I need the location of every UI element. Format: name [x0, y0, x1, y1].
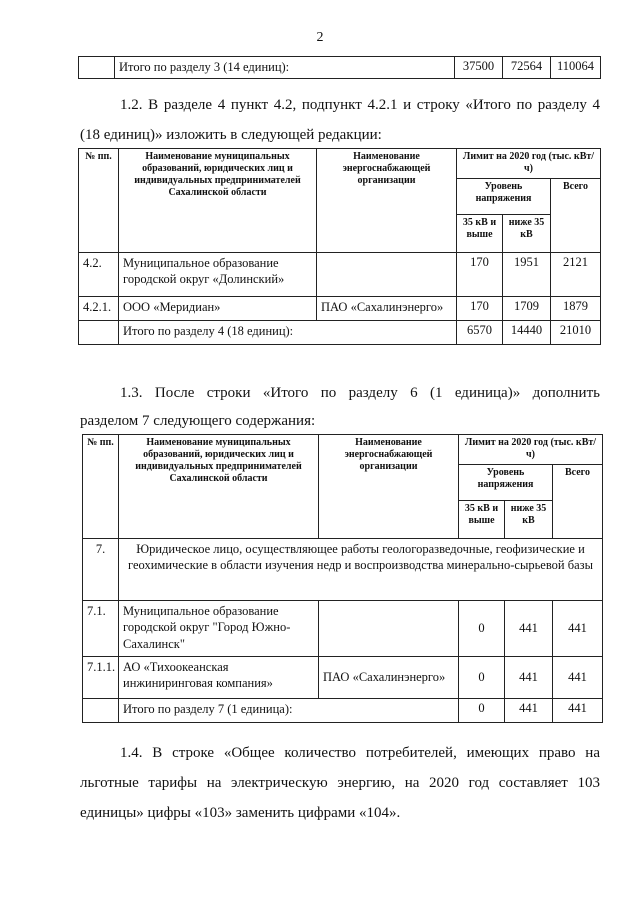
- table-row: [83, 657, 603, 699]
- row-supplier: ПАО «Сахалинэнерго»: [319, 657, 459, 699]
- page-number: 2: [316, 30, 324, 45]
- table-row: [83, 601, 603, 657]
- row-value-high: 0: [459, 657, 505, 699]
- row-supplier: ПАО «Сахалинэнерго»: [317, 297, 457, 321]
- total-label: Итого по разделу 3 (14 единиц):: [115, 57, 455, 79]
- header-total: Всего: [553, 465, 603, 539]
- paragraph-1-2-line2: (18 единиц)» изложить в следующей редакции:: [80, 127, 382, 143]
- paragraph-1-4-line3: единицы» цифры «103» заменить цифрами «104».: [80, 805, 401, 821]
- header-num: № пп.: [79, 149, 119, 253]
- table-row: [79, 297, 601, 321]
- header-low-voltage: ниже 35 кВ: [505, 501, 553, 539]
- section-title: Юридическое лицо, осуществляющее работы геологоразведочные, геофизические и геохимические в области изучения недр и воспроизводства минерально-сырьевой базы: [119, 539, 603, 601]
- section-num: 7.: [83, 539, 119, 601]
- header-supplier: Наименование энергоснабжающей организации: [317, 149, 457, 253]
- row-name: ООО «Меридиан»: [119, 297, 317, 321]
- row-name: Итого по разделу 4 (18 единиц):: [119, 321, 457, 345]
- row-value-high: 170: [457, 297, 503, 321]
- header-voltage: Уровень напряжения: [459, 465, 553, 501]
- header-limit: Лимит на 2020 год (тыс. кВт/ч): [459, 435, 603, 465]
- row-value-high: 0: [459, 601, 505, 657]
- row-supplier: [317, 253, 457, 297]
- row-num: 7.1.1.: [83, 657, 119, 699]
- paragraph-1-4-line2: льготные тарифы на электрическую энергию, на 2020 год составляет 103: [80, 775, 600, 791]
- row-num: 4.2.: [79, 253, 119, 297]
- paragraph-1-4-line1: 1.4. В строке «Общее количество потребителей, имеющих право на: [120, 745, 600, 761]
- empty-num-cell: [79, 57, 115, 79]
- header-num: № пп.: [83, 435, 119, 539]
- paragraph-1-2-line1: 1.2. В разделе 4 пункт 4.2, подпункт 4.2.1 и строку «Итого по разделу 4: [120, 97, 600, 113]
- row-value-total: 441: [553, 699, 603, 723]
- row-num: 7.1.: [83, 601, 119, 657]
- row-value-low: 14440: [503, 321, 551, 345]
- row-value-total: 2121: [551, 253, 601, 297]
- total-value-high: 37500: [455, 57, 503, 79]
- section7-table: [82, 434, 603, 723]
- section3-total-table: [78, 56, 601, 79]
- row-name: Муниципальное образование городской округ «Долинский»: [119, 253, 317, 297]
- row-value-low: 1709: [503, 297, 551, 321]
- row-value-high: 0: [459, 699, 505, 723]
- row-name: АО «Тихоокеанская инжиниринговая компания»: [119, 657, 319, 699]
- section4-table: [78, 148, 601, 345]
- header-voltage: Уровень напряжения: [457, 179, 551, 215]
- row-value-low: 1951: [503, 253, 551, 297]
- row-value-total: 441: [553, 657, 603, 699]
- header-high-voltage: 35 кВ и выше: [457, 215, 503, 253]
- header-low-voltage: ниже 35 кВ: [503, 215, 551, 253]
- section-row: [83, 539, 603, 601]
- row-name: Муниципальное образование городской округ "Город Южно-Сахалинск": [119, 601, 319, 657]
- header-supplier: Наименование энергоснабжающей организации: [319, 435, 459, 539]
- total-value-sum: 110064: [551, 57, 601, 79]
- header-name: Наименование муниципальных образований, юридических лиц и индивидуальных предпринимателей Сахалинской области: [119, 149, 317, 253]
- row-value-total: 1879: [551, 297, 601, 321]
- row-value-total: 441: [553, 601, 603, 657]
- row-value-high: 170: [457, 253, 503, 297]
- row-name: Итого по разделу 7 (1 единица):: [119, 699, 459, 723]
- paragraph-1-3-line2: разделом 7 следующего содержания:: [80, 413, 316, 429]
- header-name: Наименование муниципальных образований, юридических лиц и индивидуальных предпринимателей Сахалинской области: [119, 435, 319, 539]
- header-high-voltage: 35 кВ и выше: [459, 501, 505, 539]
- row-value-low: 441: [505, 657, 553, 699]
- paragraph-1-3-line1: 1.3. После строки «Итого по разделу 6 (1 единица)» дополнить: [120, 385, 600, 401]
- header-total: Всего: [551, 179, 601, 253]
- row-value-low: 441: [505, 601, 553, 657]
- row-value-high: 6570: [457, 321, 503, 345]
- header-limit: Лимит на 2020 год (тыс. кВт/ч): [457, 149, 601, 179]
- row-num: [83, 699, 119, 723]
- row-value-low: 441: [505, 699, 553, 723]
- table-row: [79, 253, 601, 297]
- row-supplier: [319, 601, 459, 657]
- row-value-total: 21010: [551, 321, 601, 345]
- table-row: [79, 321, 601, 345]
- table-row: [83, 699, 603, 723]
- total-value-low: 72564: [503, 57, 551, 79]
- row-num: 4.2.1.: [79, 297, 119, 321]
- row-num: [79, 321, 119, 345]
